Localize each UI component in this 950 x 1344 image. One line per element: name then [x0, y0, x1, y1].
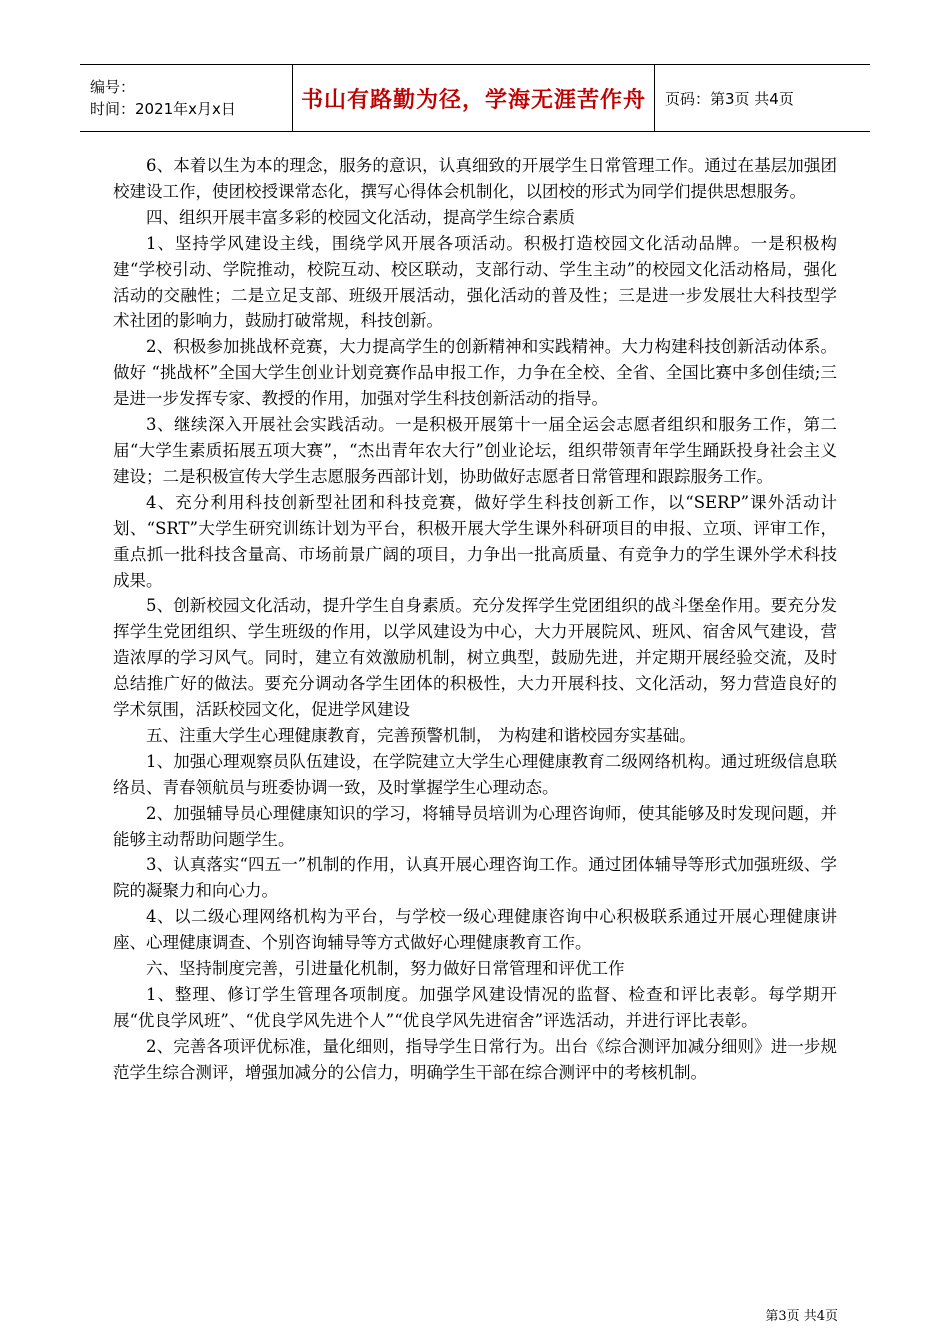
paragraph: 2、积极参加挑战杯竞赛，大力提高学生的创新精神和实践精神。大力构建科技创新活动体系。做好 “挑战杯”全国大学生创业计划竞赛作品申报工作，力争在全校、全省、全国比赛中多创佳绩;三是进一步发挥专家、教授的作用，加强对学生科技创新活动的指导。	[113, 337, 837, 409]
paragraph: 4、以二级心理网络机构为平台，与学校一级心理健康咨询中心积极联系通过开展心理健康讲座、心理健康调查、个别咨询辅导等方式做好心理健康教育工作。	[113, 907, 837, 953]
paragraph: 1、整理、修订学生管理各项制度。加强学风建设情况的监督、检查和评比表彰。每学期开展“优良学风班”、“优良学风先进个人”“优良学风先进宿舍”评选活动，并进行评比表彰。	[113, 985, 837, 1030]
paragraph: 6、本着以生为本的理念，服务的意识，认真细致的开展学生日常管理工作。通过在基层加强团校建设工作，使团校授课常态化，撰写心得体会机制化，以团校的形式为同学们提供思想服务。	[113, 156, 837, 201]
section-heading: 五、注重大学生心理健康教育，完善预警机制， 为构建和谐校园夯实基础。	[146, 725, 696, 745]
page-footer: 第3页 共4页	[765, 1309, 838, 1324]
document-date-label: 时间：2021年x月x日	[90, 100, 236, 118]
document-body	[113, 153, 837, 1086]
paragraph: 2、加强辅导员心理健康知识的学习，将辅导员培训为心理咨询师，使其能够及时发现问题，并能够主动帮助问题学生。	[113, 803, 837, 849]
header-motto: 书山有路勤为径，学海无涯苦作舟	[293, 65, 655, 131]
section-heading: 六、坚持制度完善，引进量化机制，努力做好日常管理和评优工作	[146, 959, 625, 979]
header-page-number: 页码：第3页 共4页	[665, 89, 794, 108]
page-header	[80, 64, 870, 132]
section-heading: 四、组织开展丰富多彩的校园文化活动，提高学生综合素质	[146, 207, 575, 227]
paragraph: 2、完善各项评优标准，量化细则，指导学生日常行为。出台《综合测评加减分细则》进一步规范学生综合测评，增强加减分的公信力，明确学生干部在综合测评中的考核机制。	[113, 1036, 837, 1082]
paragraph: 1、坚持学风建设主线，围绕学风开展各项活动。积极打造校园文化活动品牌。一是积极构建“学校引动、学院推动，校院互动、校区联动，支部行动、学生主动”的校园文化活动格局，强化活动的交融性；二是立足支部、班级开展活动，强化活动的普及性；三是进一步发展壮大科技型学术社团的影响力，鼓励打破常规，科技创新。	[113, 233, 837, 331]
document-number-label: 编号：	[90, 78, 136, 96]
paragraph: 3、认真落实“四五一”机制的作用，认真开展心理咨询工作。通过团体辅导等形式加强班级、学院的凝聚力和向心力。	[113, 855, 837, 901]
paragraph: 3、继续深入开展社会实践活动。一是积极开展第十一届全运会志愿者组织和服务工作，第二届“大学生素质拓展五项大赛”，“杰出青年农大行”创业论坛，组织带领青年学生踊跃投身社会主义建设；二是积极宣传大学生志愿服务西部计划，协助做好志愿者日常管理和跟踪服务工作。	[113, 415, 837, 486]
paragraph: 1、加强心理观察员队伍建设，在学院建立大学生心理健康教育二级网络机构。通过班级信息联络员、青春领航员与班委协调一致，及时掌握学生心理动态。	[113, 751, 837, 797]
paragraph: 4、充分利用科技创新型社团和科技竞赛，做好学生科技创新工作，以“SERP”课外活动计划、“SRT”大学生研究训练计划为平台，积极开展大学生课外科研项目的申报、立项、评审工作，重点抓一批科技含量高、市场前景广阔的项目，力争出一批高质量、有竞争力的学生课外学术科技成果。	[113, 492, 837, 590]
paragraph: 5、创新校园文化活动，提升学生自身素质。充分发挥学生党团组织的战斗堡垒作用。要充分发挥学生党团组织、学生班级的作用，以学风建设为中心，大力开展院风、班风、宿舍风气建设，营造浓厚的学习风气。同时，建立有效激励机制，树立典型，鼓励先进，并定期开展经验交流，及时总结推广好的做法。要充分调动各学生团体的积极性，大力开展科技、文化活动，努力营造良好的学术氛围，活跃校园文化，促进学风建设	[113, 596, 837, 720]
header-meta	[80, 65, 293, 131]
